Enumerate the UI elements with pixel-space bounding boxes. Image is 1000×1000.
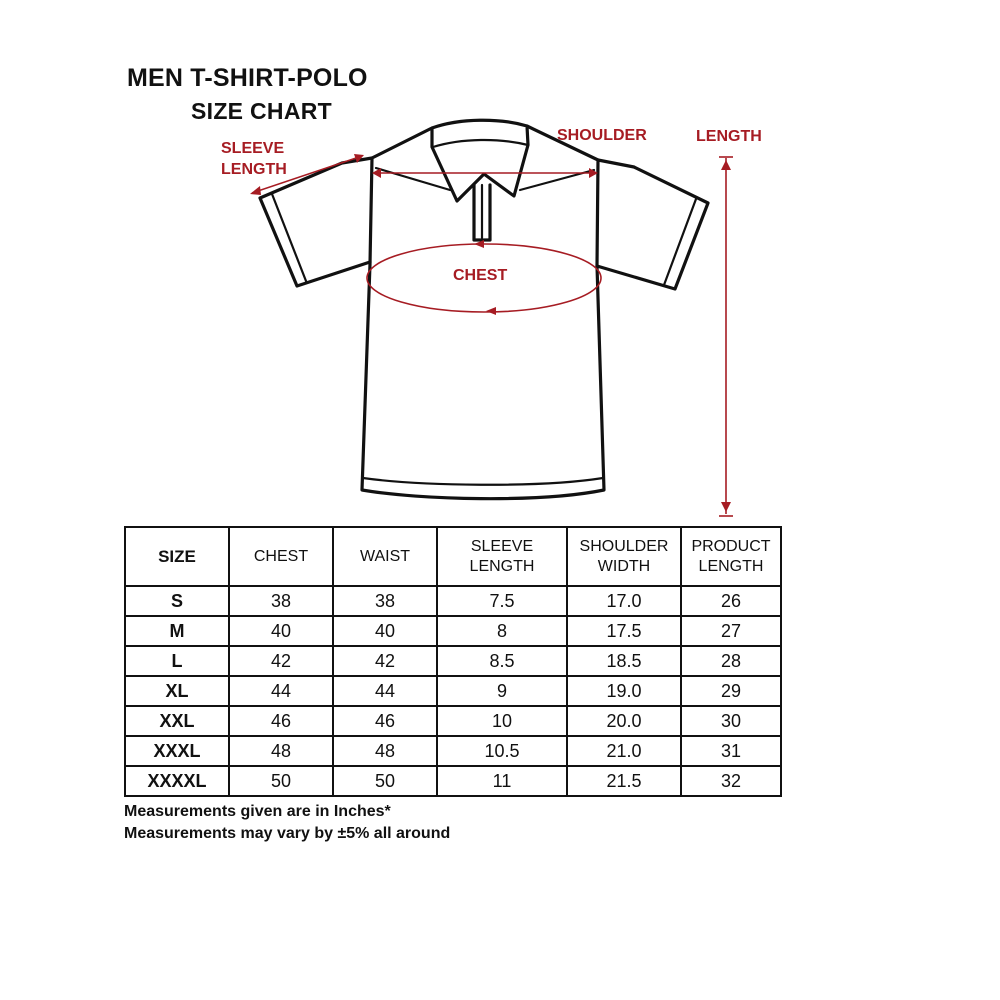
header-shoulder-width — [567, 527, 681, 586]
chart-subtitle: SIZE CHART — [191, 98, 332, 124]
header-shoulder-line1: SHOULDER — [579, 537, 669, 555]
header-waist-text: WAIST — [359, 547, 411, 565]
cell-waist: 42 — [333, 646, 437, 676]
cell-product-length: 26 — [681, 586, 781, 616]
cell-product-length: 27 — [681, 616, 781, 646]
cell-product-length: 29 — [681, 676, 781, 706]
header-sleeve-length — [437, 527, 567, 586]
cell-shoulder-width: 17.0 — [567, 586, 681, 616]
cell-product-length: 30 — [681, 706, 781, 736]
cell-sleeve-length: 8.5 — [437, 646, 567, 676]
header-chest-text: CHEST — [253, 547, 309, 565]
header-sleeve-line1: SLEEVE — [470, 537, 534, 555]
cell-size: L — [125, 646, 229, 676]
cell-shoulder-width: 19.0 — [567, 676, 681, 706]
cell-chest: 48 — [229, 736, 333, 766]
table-row — [125, 616, 781, 646]
shirt-hem — [363, 478, 603, 485]
table-header-row — [125, 527, 781, 586]
cell-size: M — [125, 616, 229, 646]
cell-shoulder-width: 18.5 — [567, 646, 681, 676]
cell-chest: 50 — [229, 766, 333, 796]
table-row — [125, 646, 781, 676]
cell-sleeve-length: 10 — [437, 706, 567, 736]
cell-shoulder-width: 21.0 — [567, 736, 681, 766]
sleeve-label-line1: SLEEVE — [221, 140, 285, 157]
header-size — [125, 527, 229, 586]
cell-size: XXXXL — [125, 766, 229, 796]
cell-product-length: 32 — [681, 766, 781, 796]
cell-size: XXL — [125, 706, 229, 736]
cell-sleeve-length: 11 — [437, 766, 567, 796]
cell-size: XXXL — [125, 736, 229, 766]
header-product-line2: LENGTH — [698, 557, 764, 575]
size-chart-table — [124, 526, 782, 797]
cell-waist: 50 — [333, 766, 437, 796]
table-row — [125, 586, 781, 616]
cell-product-length: 28 — [681, 646, 781, 676]
cell-shoulder-width: 20.0 — [567, 706, 681, 736]
cell-shoulder-width: 17.5 — [567, 616, 681, 646]
cell-waist: 46 — [333, 706, 437, 736]
table-row — [125, 736, 781, 766]
cell-size: XL — [125, 676, 229, 706]
cell-sleeve-length: 8 — [437, 616, 567, 646]
cell-chest: 42 — [229, 646, 333, 676]
sleeve-label-line2: LENGTH — [221, 161, 287, 178]
chest-label: CHEST — [453, 267, 508, 284]
table-row — [125, 676, 781, 706]
header-chest — [229, 527, 333, 586]
shoulder-yoke — [376, 168, 594, 190]
cell-shoulder-width: 21.5 — [567, 766, 681, 796]
header-product-length — [681, 527, 781, 586]
cell-sleeve-length: 7.5 — [437, 586, 567, 616]
table-row — [125, 706, 781, 736]
length-measure — [719, 157, 733, 516]
cell-chest: 38 — [229, 586, 333, 616]
collar-fold — [433, 140, 528, 147]
length-label: LENGTH — [696, 128, 762, 145]
cell-product-length: 31 — [681, 736, 781, 766]
header-waist — [333, 527, 437, 586]
cell-size: S — [125, 586, 229, 616]
cell-chest: 40 — [229, 616, 333, 646]
header-shoulder-line2: WIDTH — [597, 557, 651, 575]
cell-waist: 38 — [333, 586, 437, 616]
note-tolerance: Measurements may vary by ±5% all around — [124, 825, 451, 842]
cell-waist: 44 — [333, 676, 437, 706]
note-units: Measurements given are in Inches* — [124, 803, 391, 820]
cell-chest: 46 — [229, 706, 333, 736]
chart-title: MEN T-SHIRT-POLO — [127, 64, 368, 92]
table-row — [125, 766, 781, 796]
header-size-text: SIZE — [158, 546, 196, 566]
cell-sleeve-length: 10.5 — [437, 736, 567, 766]
shoulder-label: SHOULDER — [557, 127, 647, 144]
header-sleeve-line2: LENGTH — [469, 557, 535, 575]
cell-waist: 48 — [333, 736, 437, 766]
cell-chest: 44 — [229, 676, 333, 706]
header-product-line1: PRODUCT — [691, 537, 771, 555]
cell-sleeve-length: 9 — [437, 676, 567, 706]
right-sleeve-outline — [597, 160, 708, 289]
cell-waist: 40 — [333, 616, 437, 646]
